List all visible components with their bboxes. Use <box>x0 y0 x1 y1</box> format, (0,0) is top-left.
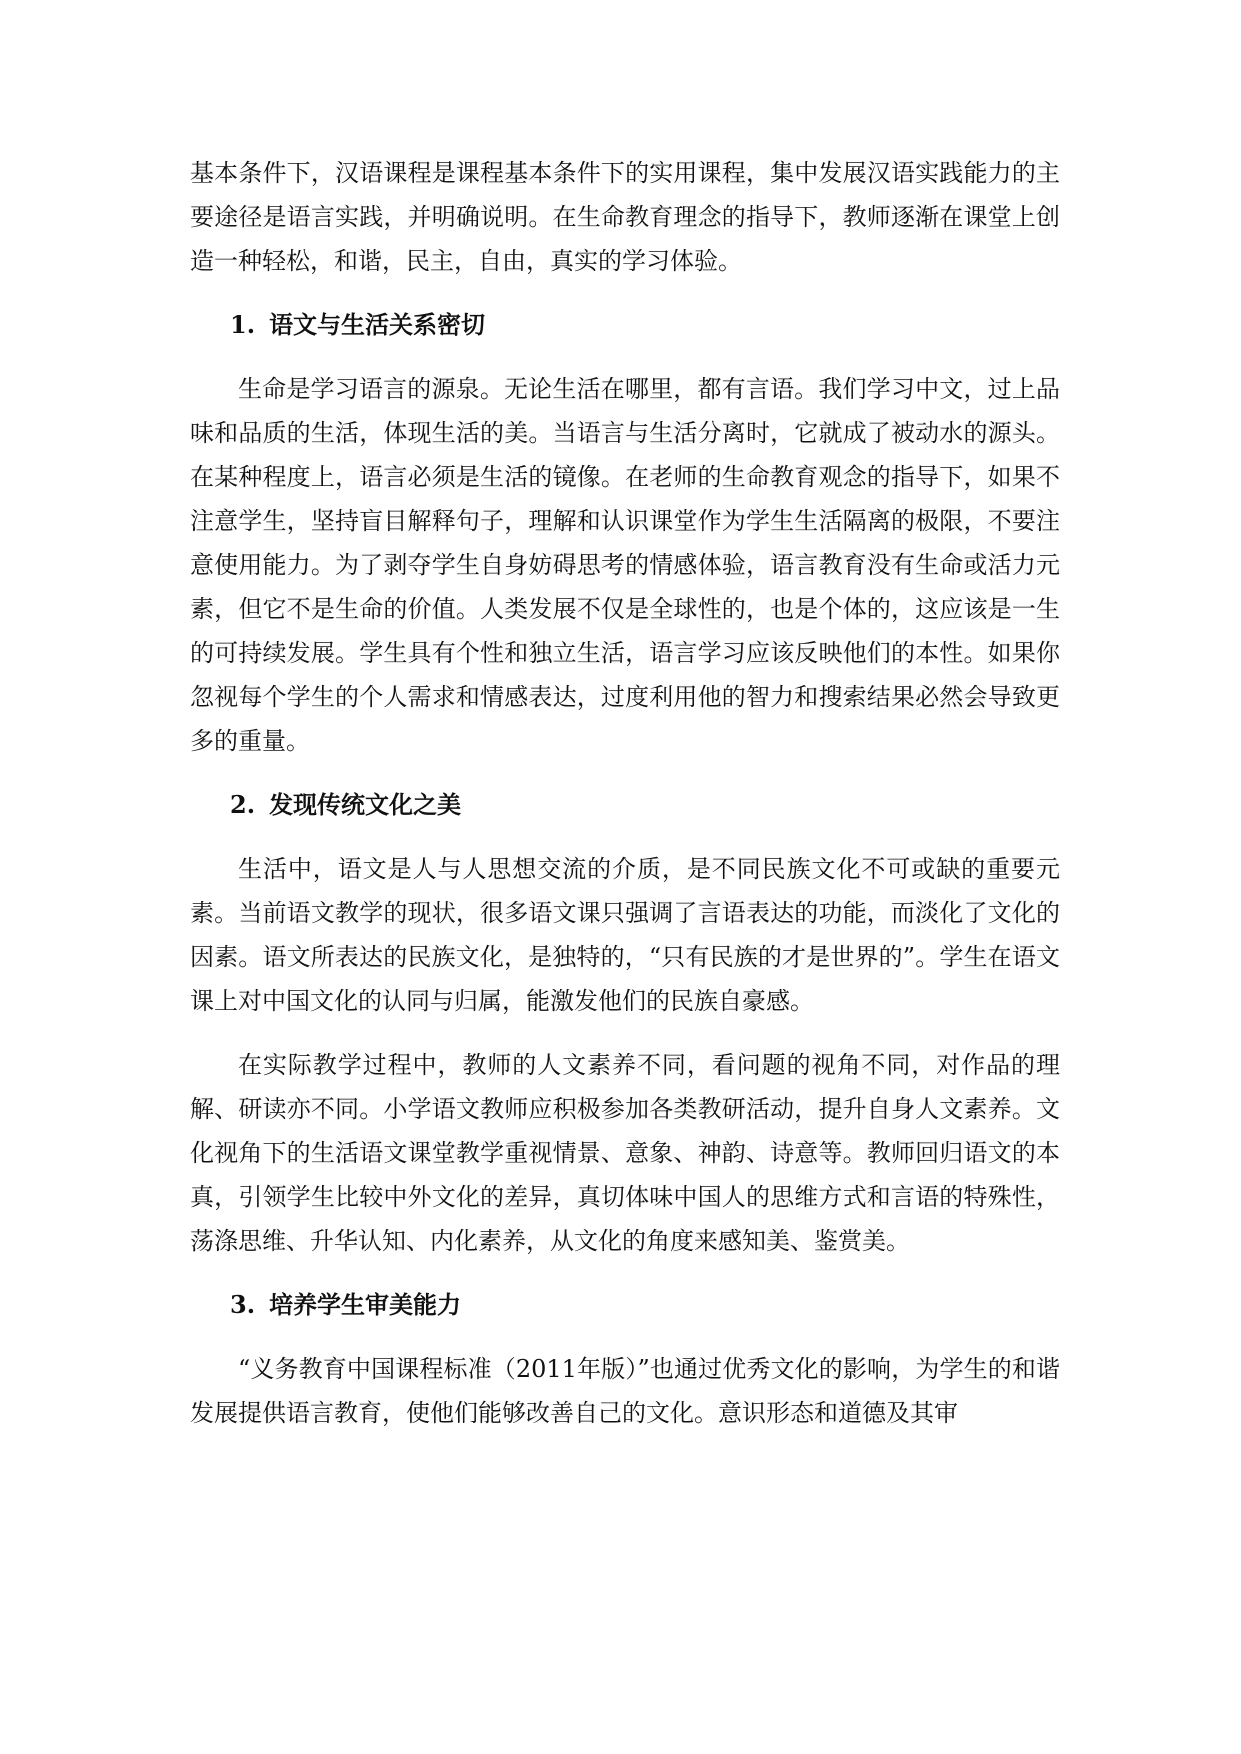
section-heading <box>190 303 1060 347</box>
section-number: 1. <box>230 310 256 339</box>
section-heading <box>190 783 1060 827</box>
body-paragraph: “义务教育中国课程标准（2011年版）”也通过优秀文化的影响，为学生的和谐发展提供语言教育，使他们能够改善自己的文化。意识形态和道德及其审 <box>190 1355 1060 1427</box>
section-heading <box>190 1283 1060 1327</box>
document-body <box>190 151 1060 1435</box>
section-number: 2. <box>230 790 256 819</box>
body-paragraph: 基本条件下，汉语课程是课程基本条件下的实用课程，集中发展汉语实践能力的主要途径是语言实践，并明确说明。在生命教育理念的指导下，教师逐渐在课堂上创造一种轻松，和谐，民主，自由，真实的学习体验。 <box>190 159 1060 275</box>
body-paragraph: 生命是学习语言的源泉。无论生活在哪里，都有言语。我们学习中文，过上品味和品质的生活，体现生活的美。当语言与生活分离时，它就成了被动水的源头。在某种程度上，语言必须是生活的镜像。在老师的生命教育观念的指导下，如果不注意学生，坚持盲目解释句子，理解和认识课堂作为学生生活隔离的极限，不要注意使用能力。为了剥夺学生自身妨碍思考的情感体验，语言教育没有生命或活力元素，但它不是生命的价值。人类发展不仅是全球性的，也是个体的，这应该是一生的可持续发展。学生具有个性和独立生活，语言学习应该反映他们的本性。如果你忽视每个学生的个人需求和情感表达，过度利用他的智力和搜索结果必然会导致更多的重量。 <box>190 375 1060 755</box>
body-paragraph: 生活中，语文是人与人思想交流的介质，是不同民族文化不可或缺的重要元素。当前语文教学的现状，很多语文课只强调了言语表达的功能，而淡化了文化的因素。语文所表达的民族文化，是独特的，“只有民族的才是世界的”。学生在语文课上对中国文化的认同与归属，能激发他们的民族自豪感。 <box>190 855 1060 1015</box>
body-paragraph: 在实际教学过程中，教师的人文素养不同，看问题的视角不同，对作品的理解、研读亦不同。小学语文教师应积极参加各类教研活动，提升自身人文素养。文化视角下的生活语文课堂教学重视情景、意象、神韵、诗意等。教师回归语文的本真，引领学生比较中外文化的差异，真切体味中国人的思维方式和言语的特殊性，荡涤思维、升华认知、内化素养，从文化的角度来感知美、鉴赏美。 <box>190 1051 1060 1255</box>
section-title: 发现传统文化之美 <box>269 790 462 819</box>
section-title: 语文与生活关系密切 <box>269 310 486 339</box>
section-title: 培养学生审美能力 <box>269 1290 462 1319</box>
section-number: 3. <box>230 1290 256 1319</box>
